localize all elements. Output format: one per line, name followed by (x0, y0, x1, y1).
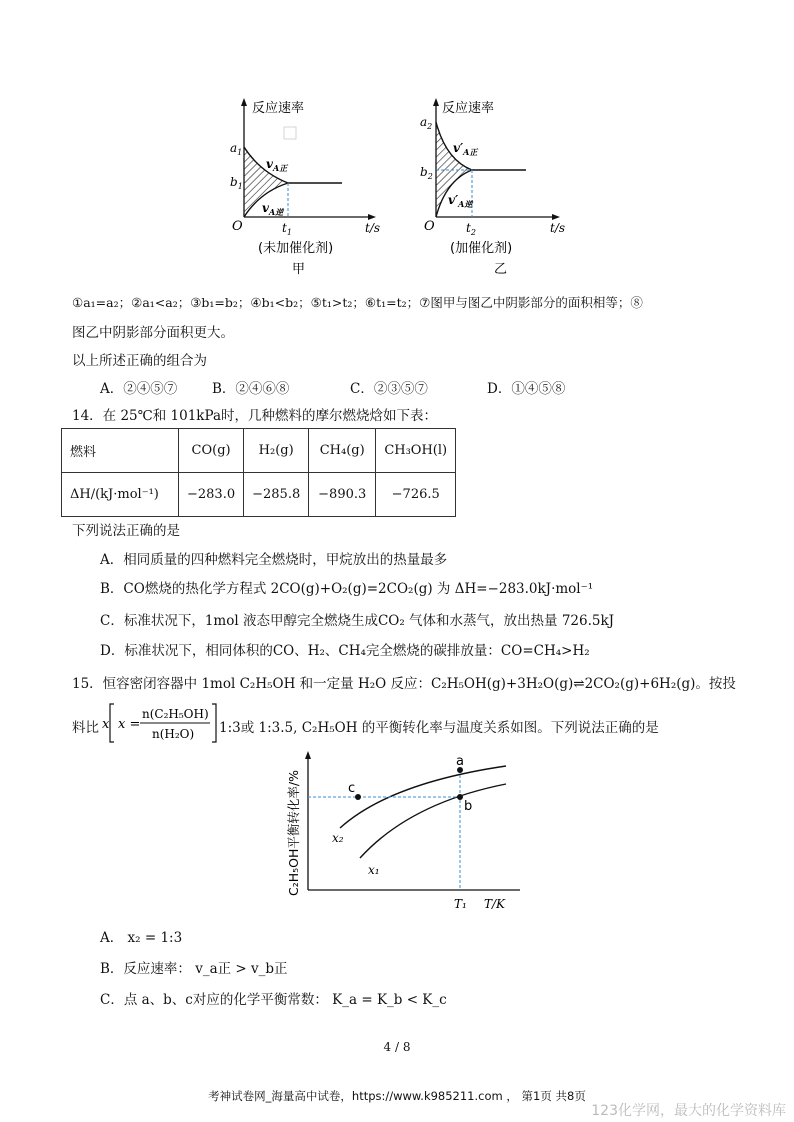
label-t1: $t_1$ (282, 221, 292, 237)
q13-statements-line1: ①a₁=a₂；②a₁<a₂；③b₁=b₂；④b₁<b₂；⑤t₁>t₂；⑥t₁=t₂；⑦图甲与图乙中阴影部分的面积相等；⑧ (72, 295, 643, 310)
q13-option-d: D．①④⑤⑧ (487, 381, 566, 397)
ratio-denominator: n(H₂O) (152, 727, 195, 741)
figure-yi (416, 92, 586, 282)
figure-label: 甲 (292, 262, 306, 277)
q14-prompt: 下列说法正确的是 (72, 523, 180, 539)
q15-stem-line2: 1:3或 1:3.5, C₂H₅OH 的平衡转化率与温度关系如图。下列说法正确的是 (219, 720, 659, 736)
q13-statements-line2: 图乙中阴影部分面积更大。 (72, 325, 234, 341)
label-x1: x₁ (368, 863, 380, 877)
fuel-table (61, 428, 456, 517)
q13-option-a: A．②④⑤⑦ (100, 381, 178, 397)
curve-x1 (360, 784, 506, 858)
label-a: a (456, 754, 464, 769)
reverse-rate-label: $v'_{A逆}$ (448, 193, 473, 209)
table-cell: −283.0 (179, 473, 244, 517)
table-row (62, 473, 456, 517)
y-axis-label: 反应速率 (252, 101, 305, 116)
table-header-cell: CO(g) (179, 429, 244, 473)
label-a2: $a_2$ (420, 115, 433, 131)
q15-option-a: A． x₂ = 1:3 (100, 930, 183, 946)
ratio-var: x (102, 717, 110, 732)
y-axis-label: 反应速率 (442, 101, 495, 116)
label-b: b (464, 799, 473, 814)
label-t1: T₁ (454, 897, 467, 911)
table-header-cell: CH₄(g) (309, 429, 376, 473)
point-b (457, 794, 463, 800)
label-x2: x₂ (332, 831, 344, 845)
label-t2: $t_2$ (466, 221, 476, 237)
ratio-eq: x = (118, 717, 141, 732)
page-footer: 考神试卷网_海量高中试卷，https://www.k985211.com ， 第1页 共8页 (208, 1089, 586, 1103)
x-axis-label: t/s (365, 221, 381, 235)
ratio-numerator: n(C₂H₅OH) (142, 707, 209, 721)
forward-rate-label: $v_{A正}$ (266, 157, 288, 173)
origin-label: O (424, 219, 435, 234)
watermark-text: 123化学网，最大的化学资料库 (591, 1103, 786, 1119)
label-a1: $a_1$ (230, 141, 243, 157)
q15-option-b: B．反应速率： v_a正 > v_b正 (100, 961, 288, 977)
table-cell: −890.3 (309, 473, 376, 517)
table-header-cell: 燃料 (62, 429, 179, 473)
conversion-figure (280, 748, 530, 920)
q15-prefix: 料比 (72, 720, 99, 736)
q13-prompt: 以上所述正确的组合为 (72, 353, 207, 369)
point-c (355, 794, 361, 800)
origin-label: O (232, 219, 243, 234)
table-header-cell: H₂(g) (244, 429, 309, 473)
ratio-formula (100, 700, 220, 746)
q15-stem-line1: 15．恒容密闭容器中 1mol C₂H₅OH 和一定量 H₂O 反应：C₂H₅OH(g)+3H₂O(g)⇌2CO₂(g)+6H₂(g)。按投 (72, 676, 736, 692)
q14-option-a: A．相同质量的四种燃料完全燃烧时，甲烷放出的热量最多 (100, 552, 448, 568)
figure-label: 乙 (494, 262, 508, 277)
q14-stem: 14．在 25℃和 101kPa时，几种燃料的摩尔燃烧焓如下表： (72, 408, 438, 424)
label-b2: $b_2$ (420, 165, 433, 181)
q14-option-c: C．标准状况下，1mol 液态甲醇完全燃烧生成CO₂ 气体和水蒸气，放出热量 726.5kJ (100, 613, 615, 629)
q14-option-b: B．CO燃烧的热化学方程式 2CO(g)+O₂(g)=2CO₂(g) 为 ΔH=−283.0kJ·mol⁻¹ (100, 581, 594, 597)
q14-option-d: D．标准状况下，相同体积的CO、H₂、CH₄完全燃烧的碳排放量：CO=CH₄>H₂ (100, 643, 590, 659)
label-c: c (348, 781, 356, 796)
x-axis-label: t/s (550, 221, 566, 235)
table-cell: −726.5 (376, 473, 456, 517)
q13-option-c: C．②③⑤⑦ (350, 381, 428, 397)
figure-jia (222, 92, 392, 282)
label-b1: $b_1$ (230, 175, 243, 191)
table-cell: −285.8 (244, 473, 309, 517)
page-number: 4 / 8 (383, 1040, 411, 1054)
reverse-rate-label: $v_{A逆}$ (262, 201, 284, 217)
x-axis-label: T/K (484, 897, 506, 911)
y-axis-label: C₂H₅OH平衡转化率/% (286, 770, 301, 896)
table-cell: ΔH/(kJ·mol⁻¹) (62, 473, 179, 517)
figure-caption: (加催化剂) (450, 241, 513, 256)
table-row (62, 429, 456, 473)
q13-option-b: B．②④⑥⑧ (212, 381, 290, 397)
figure-caption: (未加催化剂) (258, 241, 334, 256)
forward-rate-label: $v'_{A正}$ (453, 141, 478, 157)
table-header-cell: CH₃OH(l) (376, 429, 456, 473)
q15-option-c: C．点 a、b、c对应的化学平衡常数： K_a = K_b < K_c (100, 992, 447, 1008)
